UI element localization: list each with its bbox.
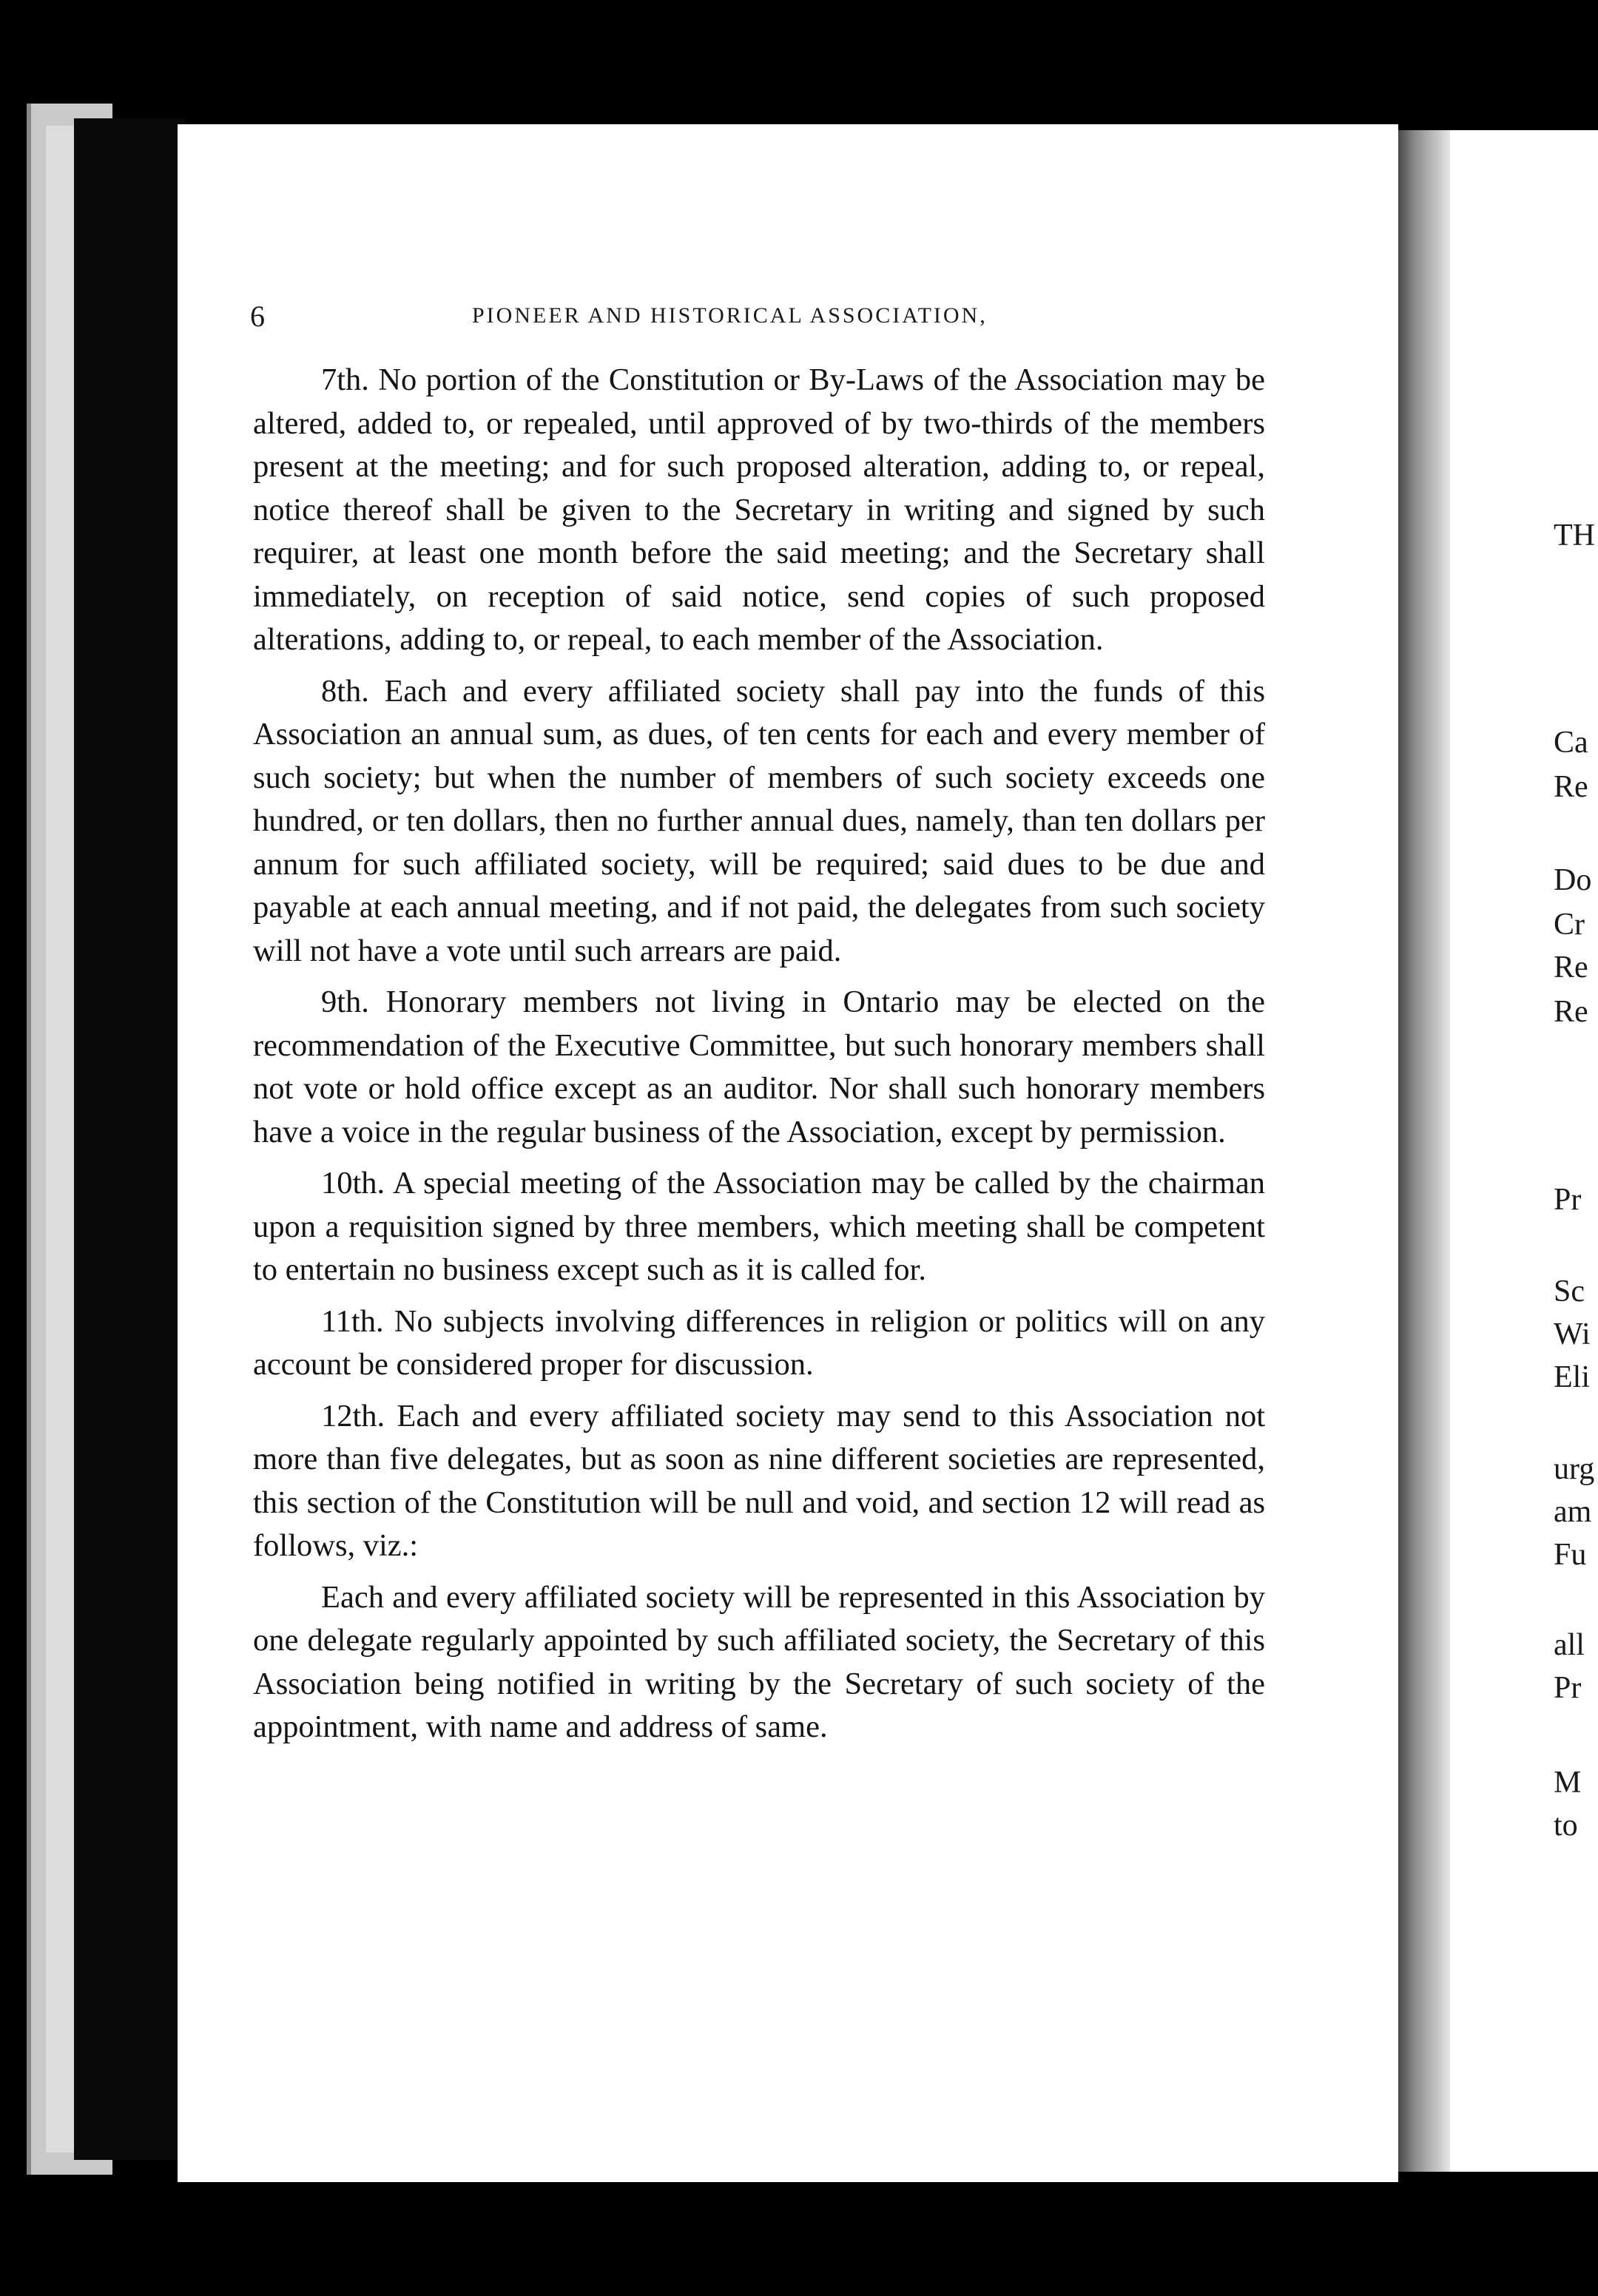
paragraph-12th: 12th. Each and every affiliated society may send to this Association not more than five delegates, but as soon as nine different societies are represented, this section of the Constitution will be null and void, and section 12 will read as follows, viz.:	[253, 1398, 1265, 1563]
fragment: to	[1554, 1809, 1578, 1843]
page-number: 6	[250, 300, 265, 333]
paragraph-7th: 7th. No portion of the Constitution or By-Laws of the Association may be altered, added to, or repealed, until approved of by two-thirds of the members present at the meeting; and for such proposed alteration, adding to, or repeal, notice thereof shall be given to the Secretary in writing and signed by such requirer, at least one month before the said meeting; and the Secretary shall immediately, on reception of said notice, send copies of such proposed alterations, adding to, or repeal, to each member of the Association.	[253, 362, 1265, 657]
paragraph-10th: 10th. A special meeting of the Association may be called by the chairman upon a requisition signed by three members, which meeting shall be competent to entertain no business except such as it is called for.	[253, 1166, 1265, 1287]
fragment: M	[1554, 1766, 1582, 1800]
fragment: Do	[1554, 863, 1592, 897]
fragment: Pr	[1554, 1671, 1582, 1705]
page-gutter	[1391, 130, 1450, 2172]
page-body	[253, 359, 1265, 1758]
fragment: all	[1554, 1628, 1585, 1662]
fragment: urg	[1554, 1452, 1595, 1486]
fragment: Wi	[1554, 1317, 1591, 1351]
fragment: am	[1554, 1495, 1592, 1529]
fragment: Re	[1554, 995, 1588, 1029]
fragment: Ca	[1554, 726, 1588, 760]
paragraph-8th: 8th. Each and every affiliated society shall pay into the funds of this Association an annual sum, as dues, of ten cents for each and every member of such society; but when the number of members of such society exceeds one hundred, or ten dollars, then no further annual dues, namely, than ten dollars per annum for such affiliated society, will be required; said dues to be due and payable at each annual meeting, and if not paid, the delegates from such society will not have a vote until such arrears are paid.	[253, 673, 1265, 968]
fragment: Cr	[1554, 908, 1585, 942]
fragment: Re	[1554, 951, 1588, 985]
fragment: Eli	[1554, 1360, 1590, 1394]
fragment: Pr	[1554, 1183, 1582, 1217]
fragment: TH	[1554, 519, 1595, 553]
book-spine-shadow	[74, 118, 185, 2160]
fragment: Sc	[1554, 1274, 1585, 1309]
fragment: Fu	[1554, 1538, 1587, 1572]
paragraph-section-12-text: Each and every affiliated society will be represented in this Association by one delegate regularly appointed by such affiliated society, the Secretary of this Association being notified in writing by the Secretary of such society of the appointment, with name and address of same.	[253, 1579, 1265, 1744]
paragraph-11th: 11th. No subjects involving differences in religion or politics will on any account be considered proper for discussion.	[253, 1303, 1265, 1382]
fragment: Re	[1554, 770, 1588, 804]
running-head: PIONEER AND HISTORICAL ASSOCIATION,	[472, 303, 988, 328]
paragraph-9th: 9th. Honorary members not living in Ontario may be elected on the recommendation of the Executive Committee, but such honorary members shall not vote or hold office except as an auditor. Nor shall such honorary members have a voice in the regular business of the Association, except by permission.	[253, 985, 1265, 1149]
facing-page-text	[1554, 0, 1598, 2296]
